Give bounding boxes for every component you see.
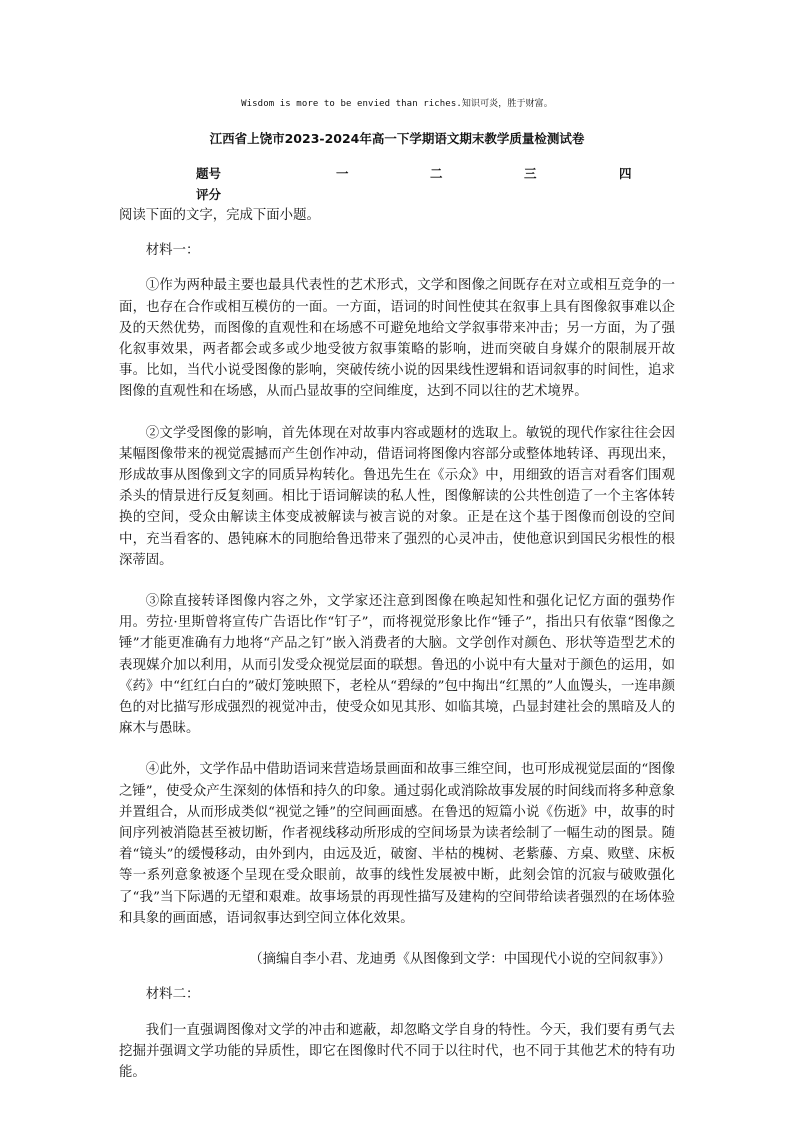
score-column-1: 一	[336, 166, 349, 181]
material1-paragraph-3: ③除直接转译图像内容之外，文学家还注意到图像在唤起知性和强化记忆方面的强势作用。劳拉·里斯曾将宣传广告语比作“钉子”，而将视觉形象比作“锤子”，指出只有依靠“图像之锤”才能更准确有力地将“产品之钉”嵌入消费者的大脑。文学创作对颜色、形状等造型艺术的表现媒介加以利用，从而引发受众视觉层面的联想。鲁迅的小说中有大量对于颜色的运用，如《药》中“红红白白的”破灯笼映照下，老栓从“碧绿的”包中掏出“红黑的”人血馒头，一连串颜色的对比描写形成强烈的视觉冲击，使受众如见其形、如临其境，凸显封建社会的黑暗及人的麻木与愚昧。	[119, 594, 675, 737]
material1-paragraph-1: ①作为两种最主要也最具代表性的艺术形式，文学和图像之间既存在对立或相互竞争的一面，也存在合作或相互模仿的一面。一方面，语词的时间性使其在叙事上具有图像叙事难以企及的天然优势，而图像的直观性和在场感不可避免地给文学叙事带来冲击；另一方面，为了强化叙事效果，两者都会或多或少地受彼方叙事策略的影响，进而突破自身媒介的限制展开故事。比如，当代小说受图像的影响，突破传统小说的因果线性逻辑和语词叙事的时间性，追求图像的直观性和在场感，从而凸显故事的空间维度，达到不同以往的艺术境界。	[119, 278, 675, 400]
score-column-4: 四	[619, 166, 632, 181]
page-title: 江西省上饶市2023-2024年高一下学期语文期末教学质量检测试卷	[209, 131, 585, 146]
score-table	[0, 166, 794, 206]
header-motto: Wisdom is more to be envied than riches.知识可炎，胜于财富。	[241, 99, 553, 109]
score-column-2: 二	[430, 166, 443, 181]
score-row-label-question: 题号	[196, 166, 222, 181]
score-column-3: 三	[524, 166, 537, 181]
material1-paragraph-2: ②文学受图像的影响，首先体现在对故事内容或题材的选取上。敏锐的现代作家往往会因某幅图像带来的视觉震撼而产生创作冲动，借语词将图像内容部分或整体地转译、再现出来，形成故事从图像到文字的同质异构转化。鲁迅先生在《示众》中，用细致的语言对看客们围观杀头的情景进行反复刻画。相比于语词解读的私人性，图像解读的公共性创造了一个主客体转换的空间，受众由解读主体变成被解读与被言说的对象。正是在这个基于图像而创设的空间中，充当看客的、愚钝麻木的同胞给鲁迅带来了强烈的心灵冲击，使他意识到国民劣根性的根深蒂固。	[119, 425, 675, 568]
reading-passage	[119, 205, 675, 1083]
material2-heading: 材料二：	[145, 987, 200, 1003]
instructions: 阅读下面的文字，完成下面小题。	[119, 208, 320, 223]
material1-heading: 材料一：	[145, 243, 200, 259]
material1-paragraph-4: ④此外，文学作品中借助语词来营造场景画面和故事三维空间，也可形成视觉层面的“图像之锤”，使受众产生深刻的体悟和持久的印象。通过弱化或消除故事发展的时间线而将多种意象并置组合，从而形成类似“视觉之锤”的空间画面感。在鲁迅的短篇小说《伤逝》中，故事的时间序列被消隐甚至被切断，作者视线移动所形成的空间场景为读者绘制了一幅生动的图景。随着“镜头”的缓慢移动，由外到内，由远及近，破窗、半枯的槐树、老紫藤、方桌、败壁、床板等一系列意象被逐个呈现在受众眼前，故事的线性发展被中断，此刻会馆的沉寂与破败强化了“我”当下际遇的无望和艰难。故事场景的再现性描写及建构的空间带给读者强烈的在场体验和具象的画面感，语词叙事达到空间立体化效果。	[119, 762, 675, 926]
material2-paragraph-1: 我们一直强调图像对文学的冲击和遮蔽，却忽略文学自身的特性。今天，我们要有勇气去挖掘并强调文学功能的异质性，即它在图像时代不同于以往时代，也不同于其他艺术的特有功能。	[119, 1022, 675, 1080]
material1-source-citation: （摘编自李小君、龙迪勇《从图像到文学：中国现代小说的空间叙事》）	[249, 952, 671, 968]
score-row-label-score: 评分	[196, 187, 222, 202]
